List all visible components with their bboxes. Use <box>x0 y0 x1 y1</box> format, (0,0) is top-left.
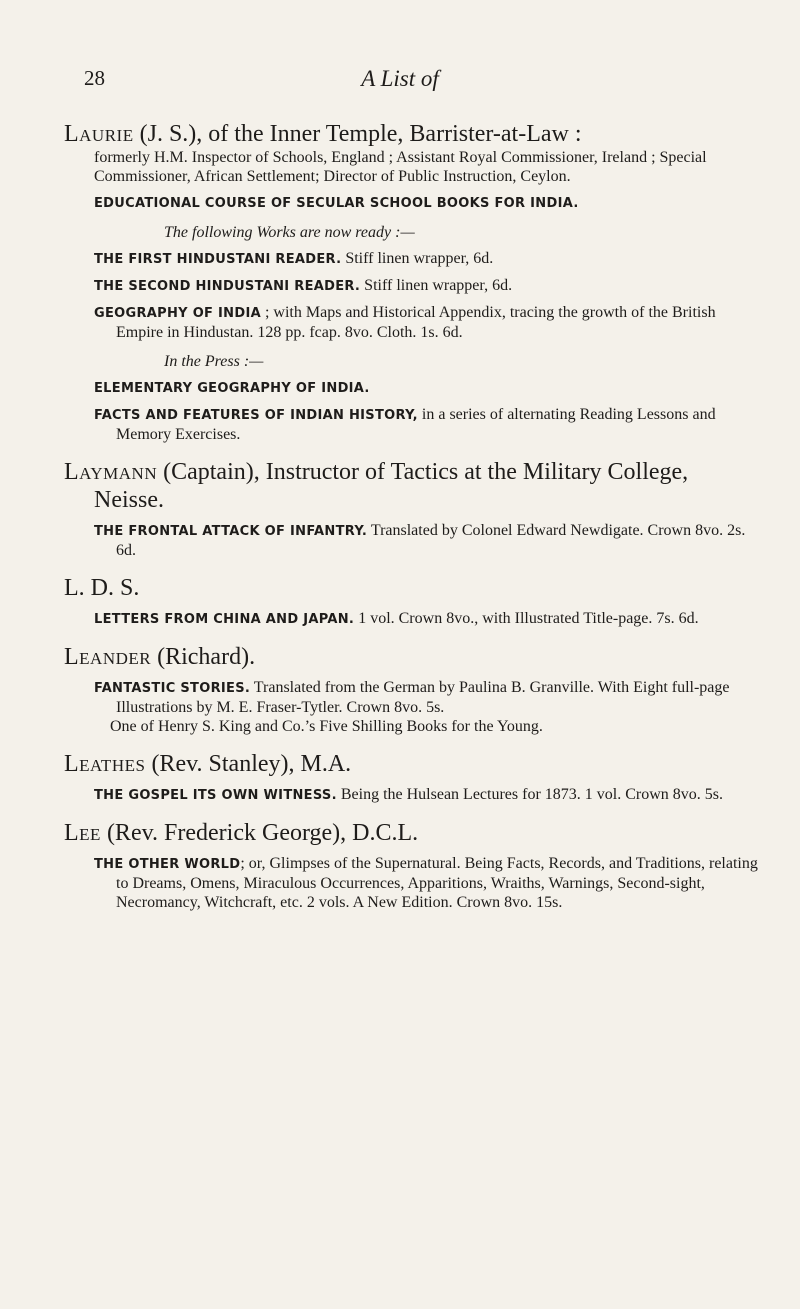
entry-leander <box>64 643 764 736</box>
author-details: (Rev. Frederick George), D.C.L. <box>100 820 419 846</box>
book-listing <box>94 276 764 296</box>
ready-notice: The following Works are now ready :— <box>164 224 415 241</box>
book-listing <box>94 521 764 560</box>
book-listing <box>94 609 764 629</box>
book-title: THE GOSPEL ITS OWN WITNESS. <box>94 788 337 803</box>
author-name: Leander <box>64 644 152 670</box>
author-details: (Rev. Stanley), M.A. <box>145 751 352 777</box>
book-listing <box>94 249 764 269</box>
book-title: GEOGRAPHY OF INDIA <box>94 306 261 321</box>
author-heading <box>64 458 764 514</box>
book-title: LETTERS FROM CHINA AND JAPAN. <box>94 612 355 627</box>
page-number: 28 <box>84 66 105 90</box>
book-detail: Translated from the German by Paulina B. Granville. With Eight full-page Illustrations by M. E. Fraser-Tytler. Crown 8vo. 5s. <box>116 679 730 716</box>
catalogue-body <box>64 120 764 926</box>
entry-laurie <box>64 120 764 444</box>
book-detail: Being the Hulsean Lectures for 1873. 1 vol. Crown 8vo. 5s. <box>336 786 723 803</box>
author-description: formerly H.M. Inspector of Schools, England ; Assistant Royal Commissioner, Ireland ; Special Commissioner, African Settlement; Director of Public Instruction, Ceylon. <box>94 149 707 185</box>
book-listing <box>94 303 764 342</box>
book-title: THE FIRST HINDUSTANI READER. <box>94 252 342 267</box>
book-detail: ; or, Glimpses of the Supernatural. Being Facts, Records, and Traditions, relating to Dreams, Omens, Miraculous Occurrences, Apparitions, Wraiths, Warnings, Second-sight, Necromancy, Witchcraft, etc. 2 vols. A New Edition. Crown 8vo. 15s. <box>116 855 758 911</box>
author-heading <box>64 750 764 778</box>
author-heading <box>64 574 764 602</box>
book-title: THE OTHER WORLD <box>94 857 241 872</box>
book-detail: Stiff linen wrapper, 6d. <box>360 277 513 294</box>
series-title: EDUCATIONAL COURSE OF SECULAR SCHOOL BOOKS FOR INDIA. <box>94 196 579 211</box>
book-listing <box>94 785 764 805</box>
book-title: THE SECOND HINDUSTANI READER. <box>94 279 361 294</box>
book-listing <box>94 854 764 912</box>
entry-lee <box>64 819 764 912</box>
page-header <box>0 66 800 106</box>
book-listing <box>94 405 764 444</box>
book-listing <box>94 678 764 717</box>
book-title: THE FRONTAL ATTACK OF INFANTRY. <box>94 524 368 539</box>
book-detail: ; with Maps and Historical Appendix, tracing the growth of the British Empire in Hindustan. 128 pp. fcap. 8vo. Cloth. 1s. 6d. <box>116 304 716 341</box>
book-detail: Translated by Colonel Edward Newdigate. Crown 8vo. 2s. 6d. <box>116 522 746 559</box>
book-title: ELEMENTARY GEOGRAPHY OF INDIA. <box>94 381 370 396</box>
author-heading <box>64 120 764 148</box>
book-title: FACTS AND FEATURES OF INDIAN HISTORY, <box>94 408 418 423</box>
author-name: Lee <box>64 820 101 846</box>
author-details: (Captain), Instructor of Tactics at the Military College, Neisse. <box>94 459 689 513</box>
entry-laymann <box>64 458 764 560</box>
book-title: FANTASTIC STORIES. <box>94 681 251 696</box>
entry-lds <box>64 574 764 629</box>
author-heading <box>64 643 764 671</box>
author-details: (Richard). <box>151 644 256 670</box>
author-name: Laurie <box>64 121 134 147</box>
author-name: Leathes <box>64 751 146 777</box>
book-detail: Stiff linen wrapper, 6d. <box>341 250 494 267</box>
book-note: One of Henry S. King and Co.’s Five Shilling Books for the Young. <box>110 718 543 735</box>
book-listing <box>94 378 764 398</box>
book-detail: in a series of alternating Reading Lessons and Memory Exercises. <box>116 406 716 443</box>
entry-leathes <box>64 750 764 805</box>
running-title: A List of <box>361 66 439 91</box>
author-heading <box>64 819 764 847</box>
author-details: (J. S.), of the Inner Temple, Barrister-at-Law : <box>133 121 582 147</box>
author-name: L. D. S. <box>64 575 140 601</box>
book-detail: 1 vol. Crown 8vo., with Illustrated Title-page. 7s. 6d. <box>354 610 699 627</box>
press-notice: In the Press :— <box>164 353 264 370</box>
author-name: Laymann <box>64 459 158 485</box>
